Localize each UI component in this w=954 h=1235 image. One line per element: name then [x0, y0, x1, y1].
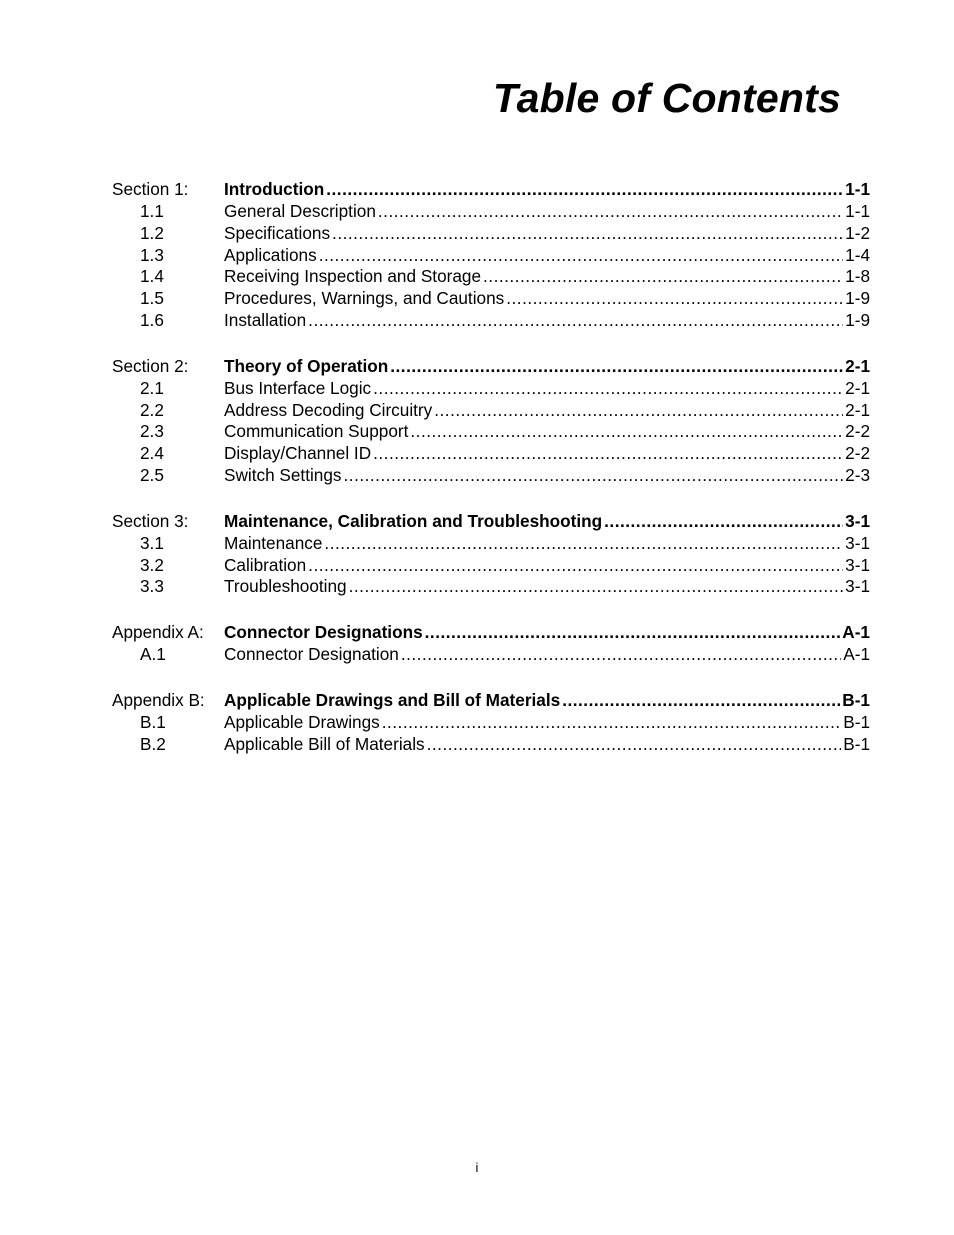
entry-number: 3.1	[140, 532, 164, 553]
entry-label: Communication Support	[224, 421, 409, 442]
page-ref: 1-9	[845, 309, 870, 330]
dot-leader	[373, 378, 843, 400]
section-title: Theory of Operation	[224, 355, 389, 376]
page-ref: 1-8	[845, 266, 870, 287]
page-ref: 2-2	[845, 421, 870, 442]
dot-leader	[319, 245, 843, 267]
toc-section-heading[interactable]	[112, 688, 870, 712]
dot-leader	[378, 201, 843, 223]
entry-number: 2.5	[140, 464, 164, 485]
entry-number: 1.4	[140, 266, 164, 287]
entry-label: Address Decoding Circuitry	[224, 399, 433, 420]
section-number: Appendix A:	[112, 622, 204, 643]
entry-number: 2.2	[140, 399, 164, 420]
dot-leader	[373, 443, 843, 465]
table-of-contents	[112, 177, 870, 778]
page-ref: 1-2	[845, 222, 870, 243]
toc-group-section-3	[112, 509, 870, 598]
dot-leader	[506, 288, 843, 310]
entry-number: A.1	[140, 644, 166, 665]
toc-section-heading[interactable]	[112, 354, 870, 378]
toc-entry[interactable]	[112, 266, 870, 288]
page-ref: B-1	[842, 689, 870, 710]
toc-entry[interactable]	[112, 421, 870, 443]
entry-label: Procedures, Warnings, and Cautions	[224, 288, 505, 309]
entry-number: B.2	[140, 733, 166, 754]
page-ref: 2-1	[845, 355, 870, 376]
entry-label: Maintenance	[224, 532, 323, 553]
dot-leader	[349, 576, 844, 598]
dot-leader	[562, 688, 840, 712]
entry-number: 2.4	[140, 443, 164, 464]
toc-entry[interactable]	[112, 465, 870, 487]
entry-number: B.1	[140, 711, 166, 732]
dot-leader	[425, 620, 841, 644]
entry-number: 3.3	[140, 576, 164, 597]
section-number: Section 2:	[112, 355, 189, 376]
toc-entry[interactable]	[112, 576, 870, 598]
section-title: Introduction	[224, 179, 325, 199]
toc-group-appendix-b	[112, 688, 870, 756]
page-ref: 3-1	[845, 576, 870, 597]
dot-leader	[326, 177, 843, 201]
dot-leader	[390, 354, 843, 378]
toc-section-heading[interactable]	[112, 509, 870, 533]
page-ref: 1-4	[845, 244, 870, 265]
dot-leader	[434, 400, 843, 422]
page-title: Table of Contents	[492, 75, 841, 121]
entry-number: 1.6	[140, 309, 164, 330]
entry-label: Bus Interface Logic	[224, 377, 372, 398]
toc-group-section-2	[112, 354, 870, 487]
page-ref: A-1	[843, 644, 870, 665]
entry-number: 1.5	[140, 288, 164, 309]
page-ref: 1-9	[845, 288, 870, 309]
dot-leader	[427, 734, 842, 756]
section-number: Section 3:	[112, 510, 189, 531]
toc-entry[interactable]	[112, 288, 870, 310]
page-ref: B-1	[843, 711, 870, 732]
toc-entry[interactable]	[112, 310, 870, 332]
dot-leader	[308, 310, 843, 332]
dot-leader	[483, 266, 843, 288]
entry-number: 2.1	[140, 377, 164, 398]
entry-label: Connector Designation	[224, 644, 399, 665]
page-ref: A-1	[842, 622, 870, 643]
entry-label: Receiving Inspection and Storage	[224, 266, 482, 287]
toc-entry[interactable]	[112, 400, 870, 422]
page-number: i	[475, 1160, 479, 1175]
toc-entry[interactable]	[112, 201, 870, 223]
section-number: Section 1:	[112, 179, 189, 199]
toc-entry[interactable]	[112, 644, 870, 666]
toc-entry[interactable]	[112, 443, 870, 465]
toc-entry[interactable]	[112, 555, 870, 577]
section-title: Maintenance, Calibration and Troubleshooting	[224, 510, 603, 531]
page-ref: 3-1	[845, 532, 870, 553]
dot-leader	[410, 421, 843, 443]
entry-label: Applicable Bill of Materials	[224, 733, 425, 754]
entry-label: Display/Channel ID	[224, 443, 372, 464]
entry-number: 3.2	[140, 554, 164, 575]
dot-leader	[382, 712, 842, 734]
entry-number: 2.3	[140, 421, 164, 442]
dot-leader	[332, 223, 843, 245]
section-title: Connector Designations	[224, 622, 423, 643]
page-ref: 1-1	[845, 201, 870, 221]
entry-label: Applicable Drawings	[224, 711, 380, 732]
entry-label: Switch Settings	[224, 464, 342, 485]
toc-section-heading[interactable]	[112, 620, 870, 644]
entry-label: Calibration	[224, 554, 307, 575]
page-ref: 1-1	[845, 179, 870, 199]
entry-number: 1.2	[140, 222, 164, 243]
toc-entry[interactable]	[112, 533, 870, 555]
toc-entry[interactable]	[112, 223, 870, 245]
page-ref: 2-1	[845, 399, 870, 420]
entry-label: Troubleshooting	[224, 576, 347, 597]
entry-number: 1.1	[140, 201, 164, 221]
page-ref: 2-3	[845, 464, 870, 485]
dot-leader	[308, 555, 843, 577]
entry-label: General Description	[224, 201, 376, 221]
toc-group-section-1	[112, 177, 870, 332]
toc-section-heading[interactable]	[112, 177, 870, 201]
toc-entry[interactable]	[112, 734, 870, 756]
toc-entry[interactable]	[112, 245, 870, 267]
entry-label: Specifications	[224, 222, 331, 243]
dot-leader	[604, 509, 843, 533]
dot-leader	[344, 465, 844, 487]
dot-leader	[324, 533, 843, 555]
page-ref: 3-1	[845, 554, 870, 575]
toc-group-appendix-a	[112, 620, 870, 666]
section-title: Applicable Drawings and Bill of Materials	[224, 689, 561, 710]
section-number: Appendix B:	[112, 689, 205, 710]
page-ref: 3-1	[845, 510, 870, 531]
page-ref: B-1	[843, 733, 870, 754]
page-ref: 2-2	[845, 443, 870, 464]
toc-entry[interactable]	[112, 378, 870, 400]
entry-number: 1.3	[140, 244, 164, 265]
entry-label: Installation	[224, 309, 307, 330]
entry-label: Applications	[224, 244, 317, 265]
dot-leader	[401, 644, 841, 666]
page-ref: 2-1	[845, 377, 870, 398]
toc-entry[interactable]	[112, 712, 870, 734]
